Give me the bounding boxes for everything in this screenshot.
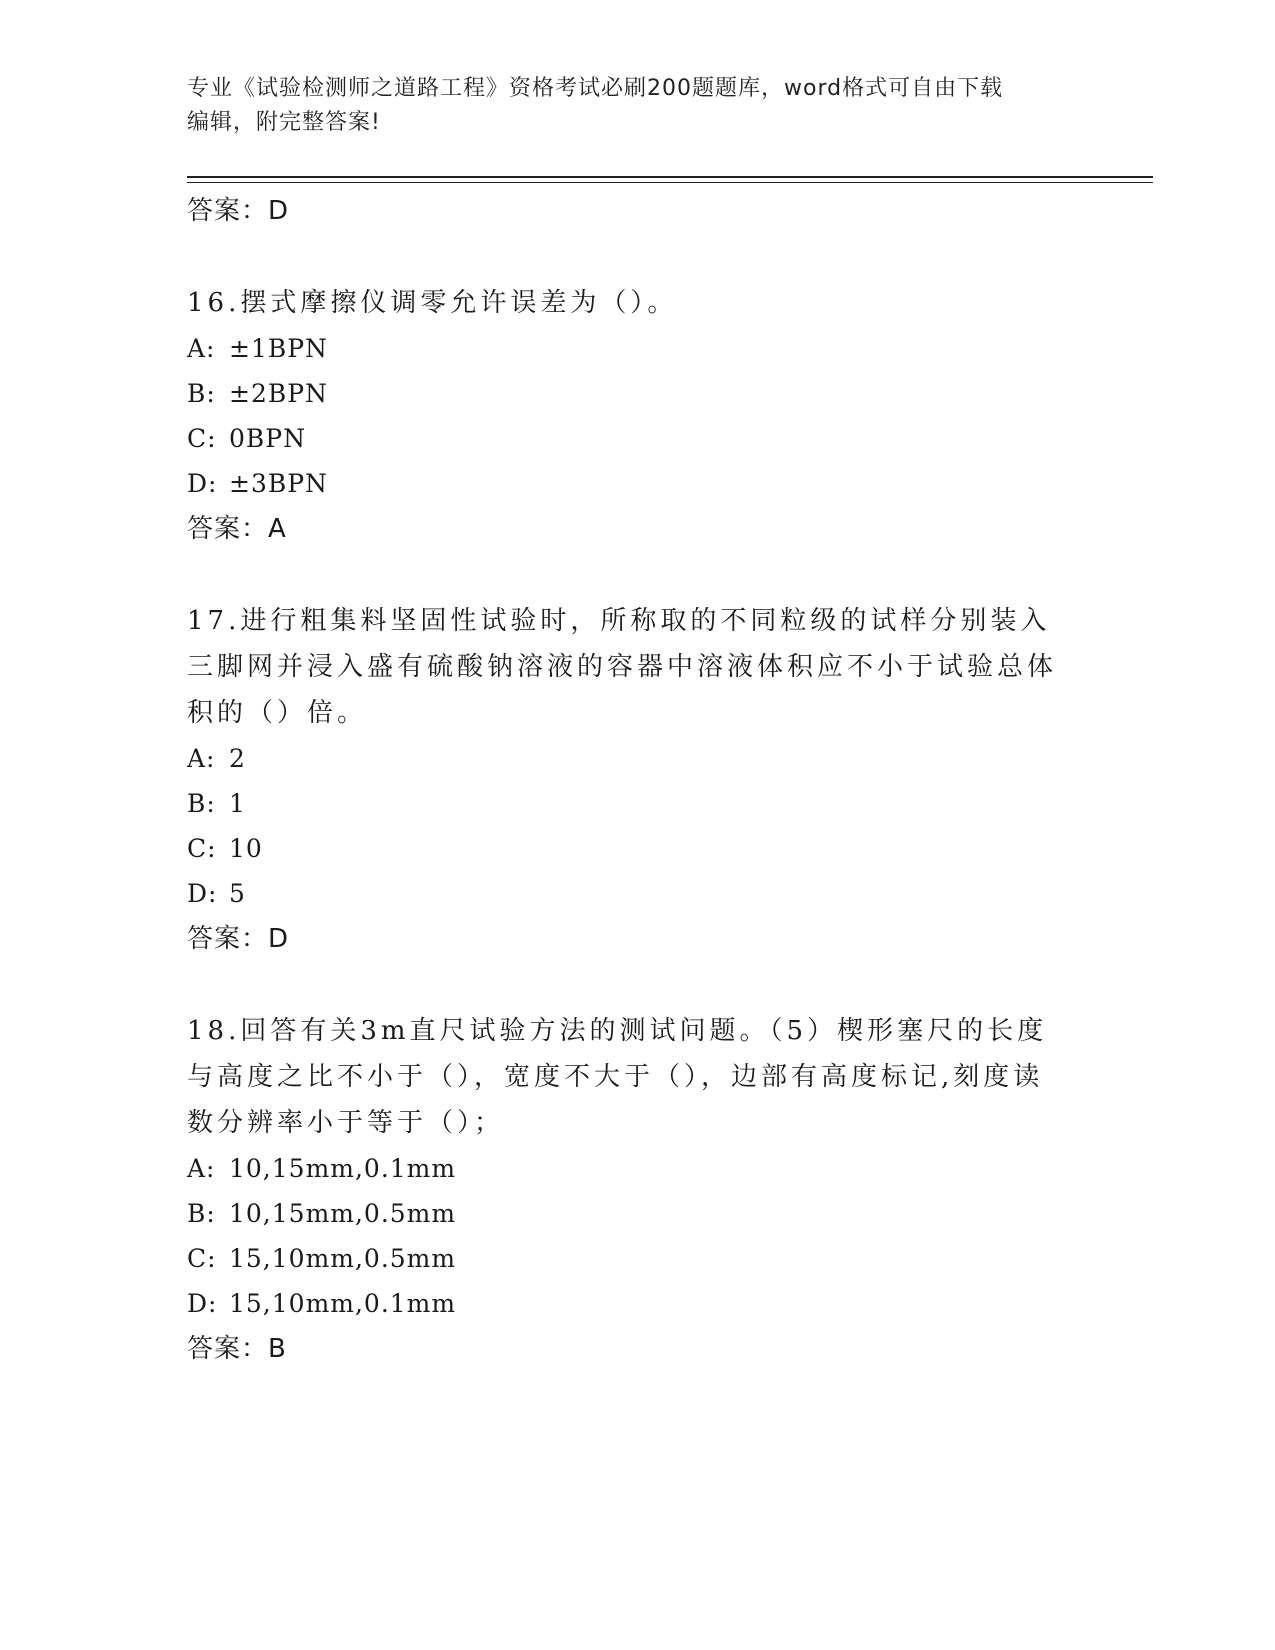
option-b bbox=[187, 1191, 1087, 1236]
option-value: 15,10mm,0.5mm bbox=[229, 1244, 457, 1273]
question-text: 17.进行粗集料坚固性试验时，所称取的不同粒级的试样分别装入三脚网并浸入盛有硫酸钠溶液的容器中溶液体积应不小于试验总体积的（）倍。 bbox=[187, 606, 1058, 728]
question-18 bbox=[187, 1008, 1087, 1372]
spacer bbox=[187, 962, 1087, 1008]
header-divider bbox=[187, 176, 1153, 178]
option-value: ±1BPN bbox=[229, 334, 328, 363]
header-line-2: 编辑，附完整答案! bbox=[187, 110, 381, 135]
option-value: 5 bbox=[229, 879, 246, 908]
option-label: B: bbox=[187, 1199, 216, 1228]
option-value: ±3BPN bbox=[229, 469, 328, 498]
option-label: D: bbox=[187, 879, 218, 908]
option-value: 15,10mm,0.1mm bbox=[229, 1289, 457, 1318]
option-label: C: bbox=[187, 834, 217, 863]
answer-17: 答案：D bbox=[187, 924, 290, 954]
option-value: 10,15mm,0.1mm bbox=[229, 1154, 457, 1183]
option-label: A: bbox=[187, 334, 216, 363]
option-value: 2 bbox=[229, 744, 246, 773]
question-text: 18.回答有关3m直尺试验方法的测试问题。（5）楔形塞尺的长度与高度之比不小于（），宽度不大于（），边部有高度标记,刻度读数分辨率小于等于（）； bbox=[187, 1016, 1048, 1138]
option-label: D: bbox=[187, 469, 218, 498]
option-a bbox=[187, 1146, 1087, 1191]
question-16 bbox=[187, 280, 1087, 552]
answer-16: 答案：A bbox=[187, 514, 287, 544]
option-label: C: bbox=[187, 1244, 217, 1273]
option-value: 10,15mm,0.5mm bbox=[229, 1199, 457, 1228]
option-b bbox=[187, 371, 1087, 416]
document-header bbox=[187, 72, 1067, 140]
option-label: A: bbox=[187, 1154, 216, 1183]
option-c bbox=[187, 1236, 1087, 1281]
header-line-1: 专业《试验检测师之道路工程》资格考试必刷200题题库，word格式可自由下载 bbox=[187, 76, 1004, 101]
question-17 bbox=[187, 598, 1087, 962]
option-d bbox=[187, 461, 1087, 506]
question-text: 16.摆式摩擦仪调零允许误差为（）。 bbox=[187, 288, 678, 318]
option-value: ±2BPN bbox=[229, 379, 328, 408]
spacer bbox=[187, 552, 1087, 598]
option-label: B: bbox=[187, 789, 216, 818]
option-value: 10 bbox=[229, 834, 263, 863]
option-label: A: bbox=[187, 744, 216, 773]
option-label: C: bbox=[187, 424, 217, 453]
option-label: B: bbox=[187, 379, 216, 408]
option-label: D: bbox=[187, 1289, 218, 1318]
option-value: 1 bbox=[229, 789, 246, 818]
option-c bbox=[187, 416, 1087, 461]
answer-18: 答案：B bbox=[187, 1334, 287, 1364]
option-value: 0BPN bbox=[229, 424, 306, 453]
header-divider-thin bbox=[187, 182, 1153, 183]
spacer bbox=[187, 234, 1087, 280]
option-a bbox=[187, 326, 1087, 371]
option-d bbox=[187, 1281, 1087, 1326]
option-c bbox=[187, 826, 1087, 871]
previous-answer: 答案：D bbox=[187, 196, 290, 226]
question-list bbox=[187, 188, 1087, 1372]
option-a bbox=[187, 736, 1087, 781]
option-d bbox=[187, 871, 1087, 916]
option-b bbox=[187, 781, 1087, 826]
